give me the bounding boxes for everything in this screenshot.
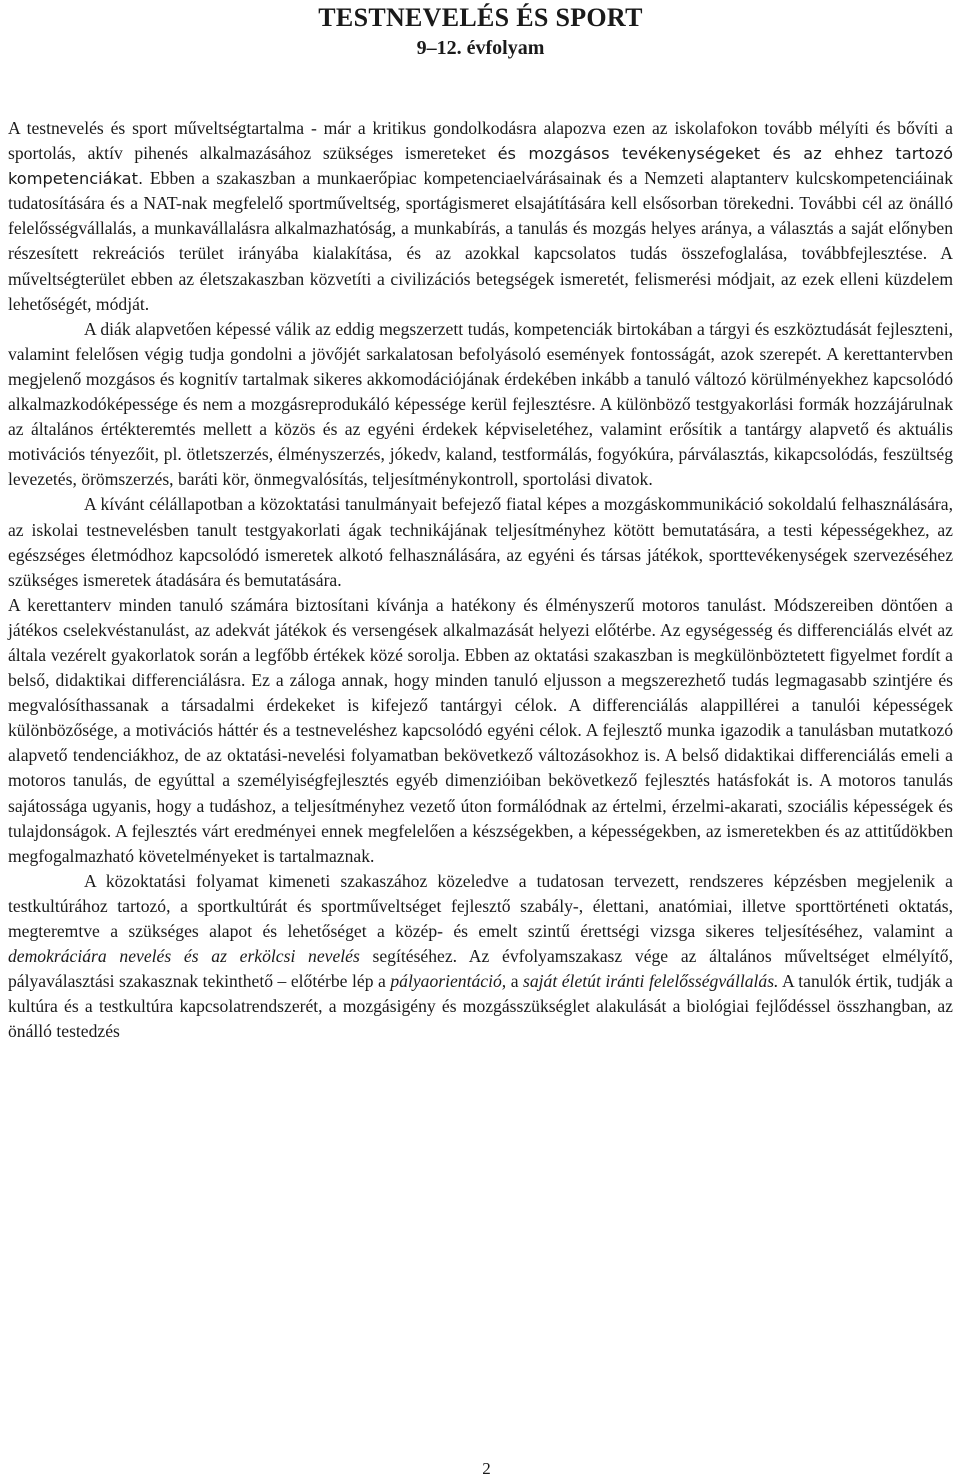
paragraph-5-text-c: a: [506, 971, 524, 992]
paragraph-3: A kívánt célállapotban a közoktatási tanulmányait befejező fiatal képes a mozgáskommunikáció sokoldalú felhasználására, az iskolai testnevelésben tanult testgyakorlati ágak technikájának teljesítményhez kötött bemutatására, a testi képességekhez, az egészséges életmódhoz kapcsolódó ismeretek alkotó felhasználására, az egyéni és társas játékok, sporttevékenységek szervezéséhez szükséges ismeretek átadására és bemutatására.: [8, 494, 953, 590]
document-page: [8, 0, 953, 1480]
paragraph-5-text-d: A tanulók értik, tudják a kultúra és a testkultúra kapcsolatrendszerét, a mozgásigény és mozgásszükséglet alakulását a biológiai fejlődéssel összhangban, az önálló testedzés: [8, 971, 953, 1042]
paragraph-5-text-a: A közoktatási folyamat kimeneti szakaszához közeledve a tudatosan tervezett, rendszeres képzésben megjelenik a testkultúrához tartozó, a sportkultúrát és sportműveltséget fejlesztő szabály-, élettani, anatómiai, illetve sporttörténeti oktatás, megteremtve a szükséges alapot és lehetőséget a közép- és emelt szintű érettségi vizsga sikeres teljesítéséhez, valamint a: [8, 870, 953, 941]
page-title: TESTNEVELÉS ÉS SPORT: [318, 3, 643, 32]
page-number: [8, 1459, 953, 1479]
paragraph-5-italic-c: saját életút iránti felelősségvállalás.: [523, 971, 779, 992]
paragraph-1-text-a: A testnevelés és sport műveltségtartalma - már a kritikus gondolkodásra alapozva ezen az iskolafokon tovább mélyíti és bővíti a sportolás, aktív pihenés alkalmazásához szükséges ismereteket: [8, 118, 953, 164]
paragraph-5-italic-a: demokráciára nevelés és az erkölcsi nevelés: [8, 946, 360, 967]
paragraph-5: [8, 869, 953, 1045]
paragraph-1: [8, 116, 953, 317]
document-body: [8, 116, 953, 1044]
paragraph-5-italic-b: pályaorientáció,: [390, 971, 507, 992]
paragraph-1-text-b: és mozgásos tevékenységeket és az ehhez tartozó kompetenciákat.: [8, 144, 953, 189]
page-subtitle: 9–12. évfolyam: [416, 37, 545, 59]
paragraph-4: A kerettanterv minden tanuló számára biztosítani kívánja a hatékony és élményszerű motoros tanulást. Módszereiben döntően a játékos cselekvéstanulást, az adekvát játékok és versengések alkalmazását helyezi előtérbe. Az egységesség és differenciálás elvét az általa vezérelt gyakorlatok során a legfőbb értékek közé sorolja. Ebben az oktatási szakaszban is megkülönböztetett figyelmet fordít a belső, didaktikai differenciálásra. Ez a záloga annak, hogy minden tanuló eljusson a megszerezhető tudás legmagasabb szintjére és megvalósíthassanak a társadalmi érdekeket is kifejező tantárgyi célok. A differenciálás alappillérei a tanulói képességek különbözősége, a motivációs háttér és a testneveléshez kapcsolódó egyéni célok. A fejlesztő munka igazodik a tanulásban mutatkozó alapvető tendenciákhoz, de az oktatási-nevelési folyamatban bekövetkező változásokhoz is. A belső didaktikai differenciálás emeli a motoros tanulás, de egyúttal a személyiségfejlesztés egyéb dimenzióiban bekövetkező fejlesztés hatásfokát is. A motoros tanulás sajátossága ugyanis, hogy a tudáshoz, a teljesítményhez vezető úton formálódnak az értelmi, érzelmi-akarati, szociális képességek és tulajdonságok. A fejlesztés várt eredményei ennek megfelelően a készségekben, a képességekben, az ismeretekben és az attitűdökben megfogalmazható követelményeket is tartalmaznak.: [8, 594, 953, 866]
paragraph-5-text-b: segítéséhez. Az évfolyamszakasz vége az általános műveltséget elmélyítő, pályaválasztási szakasznak tekinthető – előtérbe lép a: [8, 946, 953, 992]
paragraph-1-text-c: Ebben a szakaszban a munkaerőpiac kompetenciaelvárásainak és a Nemzeti alaptanterv kulcskompetenciáinak tudatosítására és a NAT-nak megfelelő sportműveltség, sportágismeret elsajátítására kell elsősorban törekedni. További cél az önálló felelősségvállalás, a munkavállalásra alkalmazhatóság, a munkabírás, a tanulás és mozgás helyes aránya, a választás a saját előnyben részesített rekreációs terület irányába kialakítása, és az azokkal kapcsolatos tudás összefoglalása, továbbfejlesztése. A műveltségterület ebben az életszakaszban közvetíti a civilizációs betegségek ismeretét, felismerési módjait, az ezek elleni küzdelem lehetőségét, módját.: [8, 168, 953, 314]
paragraph-2: A diák alapvetően képessé válik az eddig megszerzett tudás, kompetenciák birtokában a tárgyi és eszköztudását fejleszteni, valamint felelősen végig tudja gondolni a jövőjét sarkalatosan befolyásoló események fontosságát, azok szerepét. A kerettantervben megjelenő mozgásos és kognitív tartalmak sikeres akkomodációjának érdekében inkább a tanuló változó körülményekhez kapcsolódó alkalmazkodóképessége és nem a mozgásreprodukáló képessége kerül fejlesztésre. A különböző testgyakorlási formák hozzájárulnak az általános értékteremtés mellett a közös és az egyéni érdekek képviseletéhez, valamint erősítik a tantárgy alapvető és aktuális motivációs tényezőit, pl. ötletszerzés, élményszerzés, jókedv, kaland, testformálás, fogyókúra, párválasztás, kikapcsolódás, feszültség levezetés, örömszerzés, baráti kör, önmegvalósítás, teljesítménykontroll, sportolási divatok.: [8, 318, 953, 490]
page-number-text: 2: [482, 1459, 491, 1478]
